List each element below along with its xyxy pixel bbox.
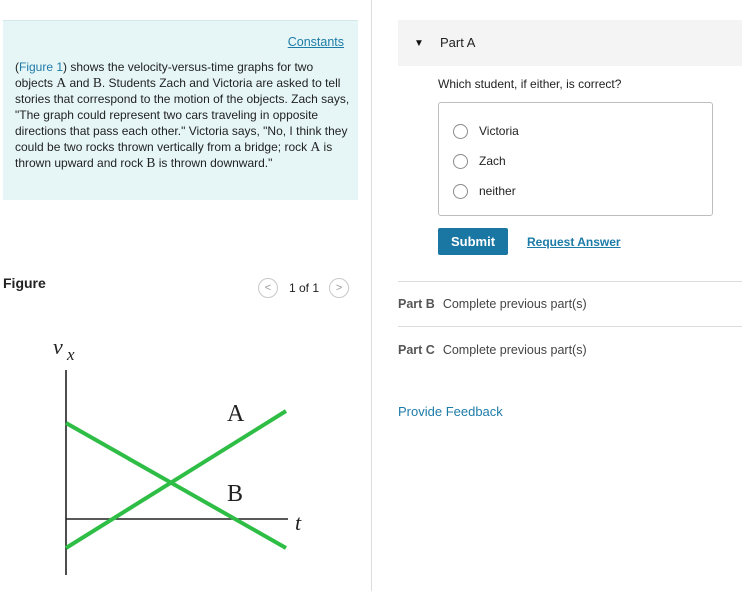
variable-b: B: [92, 75, 102, 90]
chevron-right-icon: >: [335, 282, 343, 294]
option-label: Victoria: [479, 124, 519, 138]
part-b-row: [398, 297, 587, 311]
answer-panel: [398, 0, 742, 591]
line-b-label: B: [227, 481, 244, 507]
velocity-time-graph: [40, 330, 310, 580]
prev-figure-button[interactable]: [258, 278, 278, 298]
option-victoria[interactable]: [453, 122, 519, 140]
y-axis-subscript: x: [67, 345, 75, 364]
provide-feedback-link[interactable]: Provide Feedback: [398, 404, 503, 419]
variable-b: B: [146, 155, 156, 170]
problem-statement: [15, 59, 351, 171]
text-fragment: and: [66, 76, 93, 90]
radio-button[interactable]: [453, 154, 468, 169]
radio-button[interactable]: [453, 184, 468, 199]
x-axis-label: t: [295, 510, 302, 535]
text-fragment: (: [15, 60, 19, 74]
part-c-title: Part C: [398, 343, 435, 357]
option-label: Zach: [479, 154, 506, 168]
divider: [398, 326, 742, 327]
part-b-title: Part B: [398, 297, 435, 311]
constants-link[interactable]: Constants: [287, 35, 344, 49]
answer-options: [438, 102, 713, 216]
part-a-title: Part A: [440, 35, 476, 50]
option-neither[interactable]: [453, 182, 516, 200]
figure-count: 1 of 1: [289, 281, 320, 295]
figure-link[interactable]: Figure 1: [19, 60, 64, 74]
divider: [398, 281, 742, 282]
variable-a: A: [310, 139, 321, 154]
text-fragment: . Students Zach and Victoria are asked to tell stories that correspond to the motion of the objects. Zach says, "The graph could represent two cars traveling in opposite directions that pass each other." Victoria says, "No, I think they could be two rocks thrown vertically from a bridge; rock: [15, 76, 350, 154]
line-a-label: A: [227, 401, 245, 427]
next-figure-button[interactable]: [329, 278, 349, 298]
option-label: neither: [479, 184, 516, 198]
part-c-row: [398, 343, 587, 357]
y-axis-label: v: [53, 334, 63, 359]
problem-intro: [3, 20, 358, 200]
variable-a: A: [56, 75, 67, 90]
request-answer-link[interactable]: Request Answer: [527, 235, 621, 249]
text-fragment: is thrown downward.": [155, 156, 273, 170]
figure-heading: Figure: [3, 275, 46, 291]
submit-button[interactable]: Submit: [438, 228, 508, 255]
radio-button[interactable]: [453, 124, 468, 139]
question-text: Which student, if either, is correct?: [438, 77, 622, 91]
part-c-status: Complete previous part(s): [442, 343, 587, 357]
chevron-left-icon: <: [264, 282, 272, 294]
text-fragment: ) shows the velocity-versus-time graphs for two objects: [15, 60, 314, 90]
part-b-status: Complete previous part(s): [442, 297, 587, 311]
text-fragment: is thrown upward and rock: [15, 140, 333, 170]
figure-pager: [258, 277, 349, 299]
part-a-header[interactable]: [398, 20, 742, 66]
option-zach[interactable]: [453, 152, 506, 170]
caret-down-icon: ▼: [414, 38, 424, 49]
